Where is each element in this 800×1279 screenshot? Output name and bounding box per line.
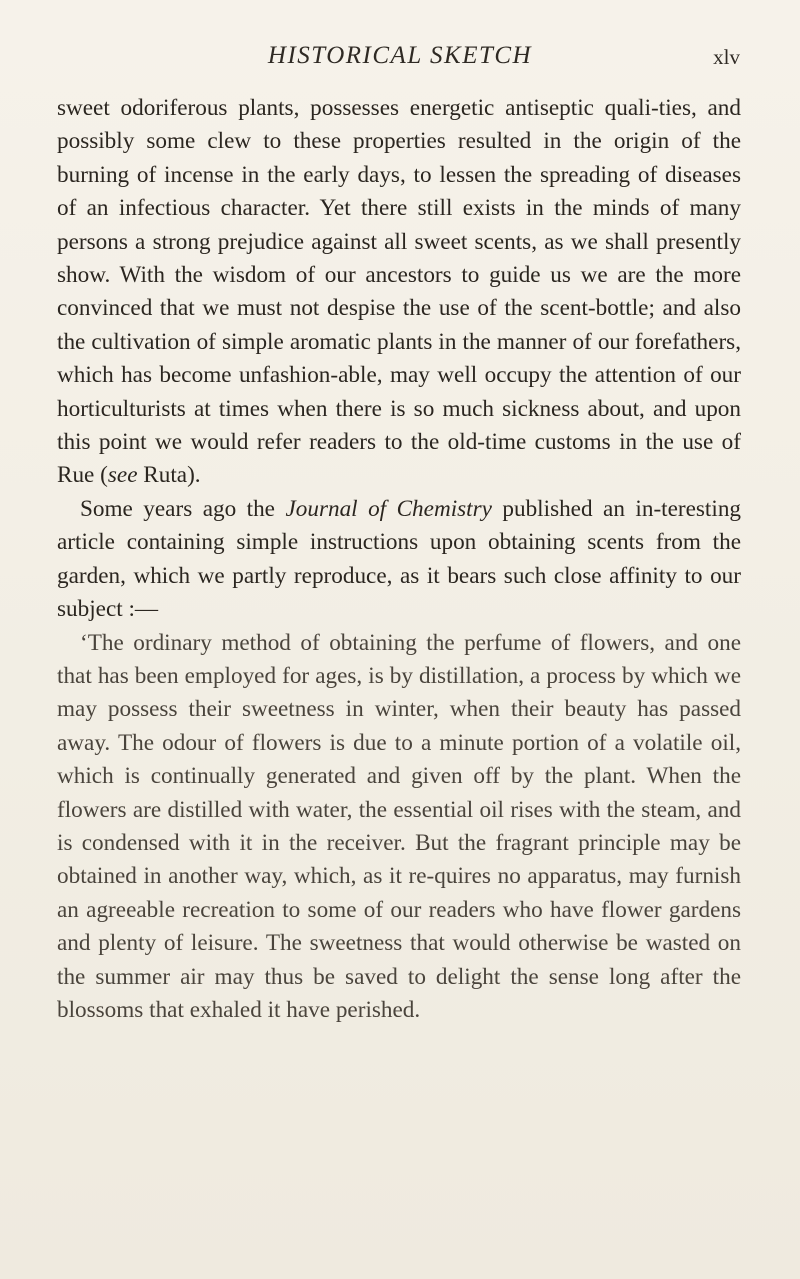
paragraph-2 xyxy=(57,493,741,627)
page-title: HISTORICAL SKETCH xyxy=(267,42,533,69)
paragraph-text: published an in-teresting article containing simple instructions upon obtaining scents from the garden, which we partly reproduce, as it bears such close affinity to our subject :— xyxy=(57,495,742,623)
journal-title: Journal of Chemistry xyxy=(285,495,492,522)
paragraph-text: Ruta). xyxy=(137,462,201,489)
paragraph-text: Some years ago the xyxy=(80,495,286,522)
paragraph-3 xyxy=(57,627,741,1028)
paragraph-text-italic: see xyxy=(107,462,138,489)
quotation-text: ‘The ordinary method of obtaining the perfume of flowers, and one that has been employed for ages, is by distillation, a process by which we may possess their sweetness in winter, when their beauty has passed away. The odour of flowers is due to a minute portion of a volatile oil, which is continually generated and given off by the plant. When the flowers are distilled with water, the essential oil rises with the steam, and is condensed with it in the receiver. But the fragrant principle may be obtained in another way, which, as it re-quires no apparatus, may furnish an agreeable recreation to some of our readers who have flower gardens and plenty of leisure. The sweetness that would otherwise be wasted on the summer air may thus be saved to delight the sense long after the blossoms that exhaled it have perished. xyxy=(57,629,741,1023)
body-text xyxy=(57,92,741,1027)
paragraph-text: sweet odoriferous plants, possesses energetic antiseptic quali-ties, and possibly some clew to these properties resulted in the origin of the burning of incense in the early days, to lessen the spreading of diseases of an infectious character. Yet there still exists in the minds of many persons a strong prejudice against all sweet scents, as we shall presently show. With the wisdom of our ancestors to guide us we are the more convinced that we must not despise the use of the scent-bottle; and also the cultivation of simple aromatic plants in the manner of our forefathers, which has become unfashion-able, may well occupy the attention of our horticulturists at times when there is so much sickness about, and upon this point we would refer readers to the old-time customs in the use of Rue ( xyxy=(57,95,741,489)
running-head xyxy=(60,42,740,76)
paragraph-1 xyxy=(57,92,741,493)
page-number: xlv xyxy=(713,45,740,69)
